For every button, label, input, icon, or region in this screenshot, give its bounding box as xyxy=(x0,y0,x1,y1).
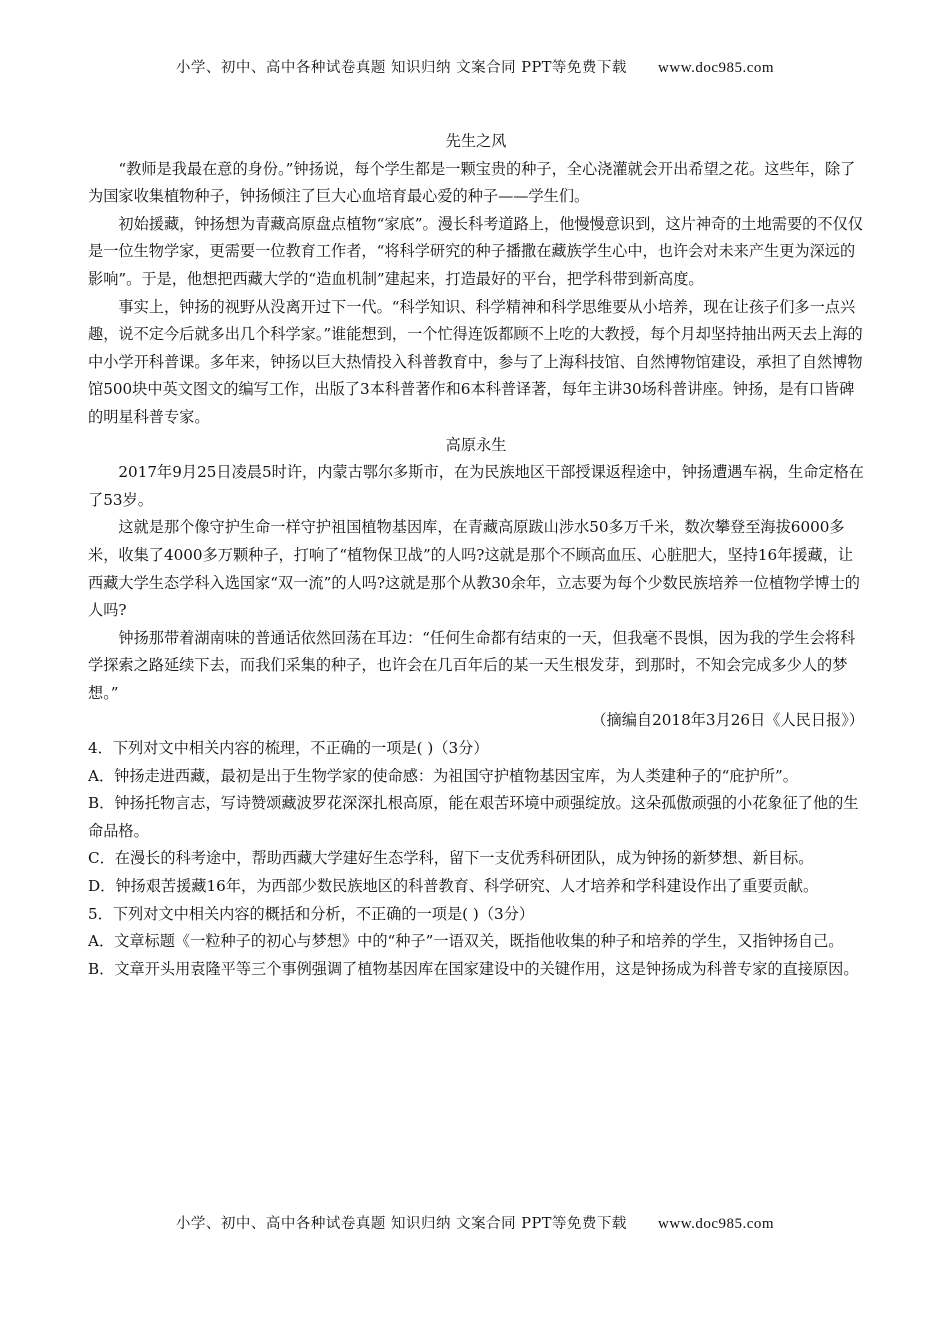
question-4-stem: 4．下列对文中相关内容的梳理，不正确的一项是( )（3分） xyxy=(88,739,489,758)
question-4-option-c: C．在漫长的科考途中，帮助西藏大学建好生态学科，留下一支优秀科研团队，成为钟扬的新梦想、新目标。 xyxy=(88,849,814,868)
section-title-2: 高原永生 xyxy=(445,435,507,454)
question-5-stem: 5．下列对文中相关内容的概括和分析，不正确的一项是( )（3分） xyxy=(88,904,535,923)
article-source: （摘编自2018年3月26日《人民日报》） xyxy=(591,711,864,730)
paragraph: 2017年9月25日凌晨5时许，内蒙古鄂尔多斯市，在为民族地区干部授课返程途中，钟扬遭遇车祸，生命定格在了53岁。 xyxy=(88,463,864,509)
footer-text: 小学、初中、高中各种试卷真题 知识归纳 文案合同 PPT等免费下载 xyxy=(175,1216,627,1232)
question-5-option-a: A．文章标题《一粒种子的初心与梦想》中的“种子”一语双关，既指他收集的种子和培养的学生，又指钟扬自己。 xyxy=(88,932,844,951)
paragraph: 钟扬那带着湖南味的普通话依然回荡在耳边：“任何生命都有结束的一天，但我毫不畏惧，因为我的学生会将科学探索之路延续下去，而我们采集的种子，也许会在几百年后的某一天生根发芽，到那时，不知会完成多少人的梦想。” xyxy=(88,628,856,702)
question-4-option-a: A．钟扬走进西藏，最初是出于生物学家的使命感：为祖国守护植物基因宝库，为人类建种子的“庇护所”。 xyxy=(88,766,798,785)
header-text: 小学、初中、高中各种试卷真题 知识归纳 文案合同 PPT等免费下载 xyxy=(175,60,627,76)
paragraph: 这就是那个像守护生命一样守护祖国植物基因库，在青藏高原跋山涉水50多万千米，数次攀登至海拔6000多米，收集了4000多万颗种子，打响了“植物保卫战”的人吗?这就是那个不顾高血压、心脏肥大，坚持16年援藏，让西藏大学生态学科入选国家“双一流”的人吗?这就是那个从教30余年，立志要为每个少数民族培养一位植物学博士的人吗? xyxy=(88,518,860,620)
paragraph: 事实上，钟扬的视野从没离开过下一代。“科学知识、科学精神和科学思维要从小培养，现在让孩子们多一点兴趣，说不定今后就多出几个科学家。”谁能想到，一个忙得连饭都顾不上吃的大教授，每个月却坚持抽出两天去上海的中小学开科普课。多年来，钟扬以巨大热情投入科普教育中，参与了上海科技馆、自然博物馆建设，承担了自然博物馆500块中英文图文的编写工作，出版了3本科普著作和6本科普译著，每年主讲30场科普讲座。钟扬，是有口皆碑的明星科普专家。 xyxy=(88,297,863,426)
footer-url-link[interactable]: www.doc985.com xyxy=(658,1216,775,1232)
question-5-option-b: B．文章开头用袁隆平等三个事例强调了植物基因库在国家建设中的关键作用，这是钟扬成为科普专家的直接原因。 xyxy=(88,959,859,978)
paragraph: 初始援藏，钟扬想为青藏高原盘点植物“家底”。漫长科考道路上，他慢慢意识到，这片神奇的土地需要的不仅仅是一位生物学家，更需要一位教育工作者，“将科学研究的种子播撒在藏族学生心中，也许会对未来产生更为深远的影响”。于是，他想把西藏大学的“造血机制”建起来，打造最好的平台，把学科带到新高度。 xyxy=(88,214,863,288)
question-4-option-b: B．钟扬托物言志，写诗赞颂藏波罗花深深扎根高原，能在艰苦环境中顽强绽放。这朵孤傲顽强的小花象征了他的生命品格。 xyxy=(88,794,859,840)
page-header xyxy=(0,56,950,77)
paragraph: “教师是我最在意的身份。”钟扬说，每个学生都是一颗宝贵的种子，全心浇灌就会开出希望之花。这些年，除了为国家收集植物种子，钟扬倾注了巨大心血培育最心爱的种子——学生们。 xyxy=(88,159,856,206)
header-url-link[interactable]: www.doc985.com xyxy=(658,60,775,76)
page-footer xyxy=(0,1212,950,1233)
question-4-option-d: D．钟扬艰苦援藏16年，为西部少数民族地区的科普教育、科学研究、人才培养和学科建设作出了重要贡献。 xyxy=(88,877,819,896)
document-body xyxy=(88,128,864,983)
section-title-1: 先生之风 xyxy=(445,132,507,150)
